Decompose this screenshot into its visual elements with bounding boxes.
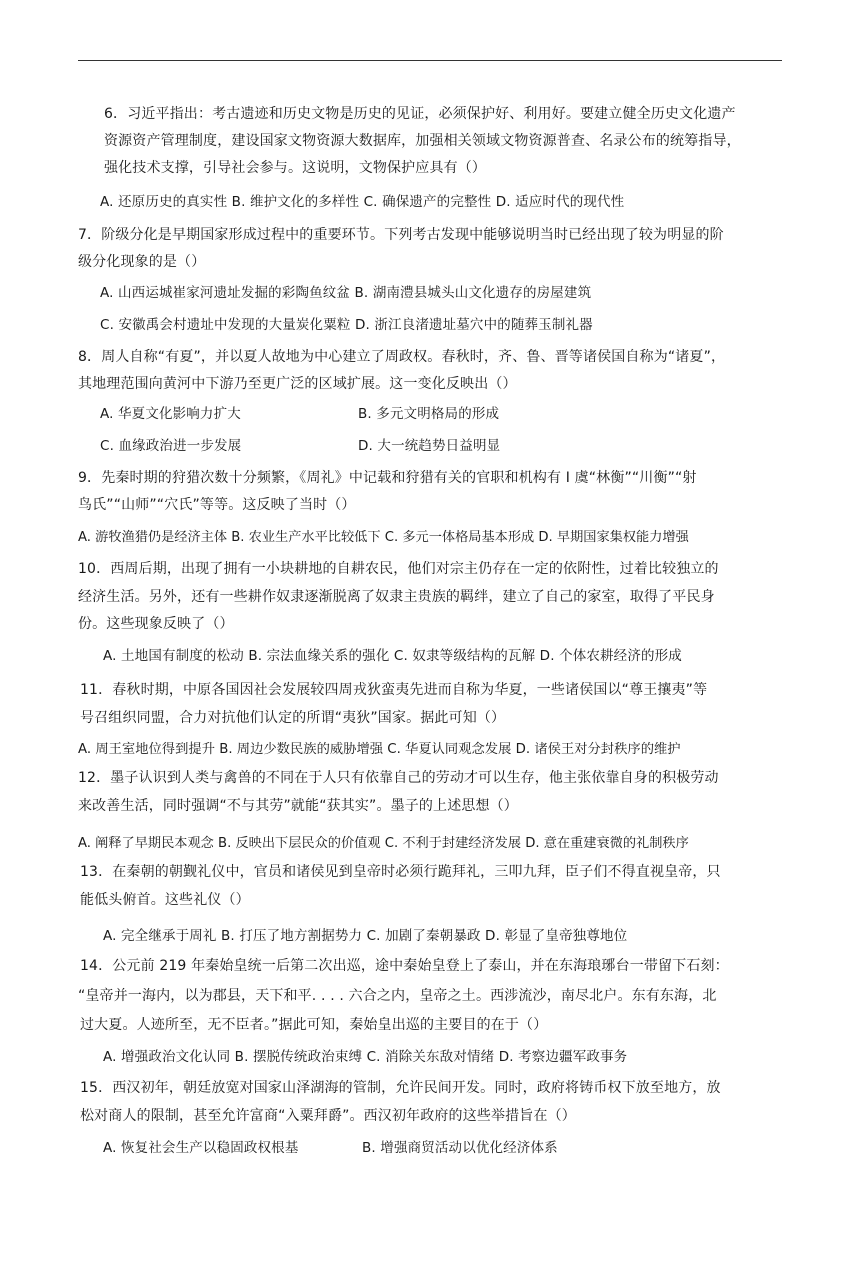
question-15-option-b: B. 增强商贸活动以优化经济体系 xyxy=(362,1140,558,1156)
question-12-line-2: 来改善生活，同时强调“不与其劳”就能“获其实”。墨子的上述思想（） xyxy=(78,798,518,814)
question-14-line-3: 过大夏。人迹所至，无不臣者。”据此可知，秦始皇出巡的主要目的在于（） xyxy=(80,1017,548,1033)
question-7-options-cd: C. 安徽禹会村遗址中发现的大量炭化粟粒 D. 浙江良渚遗址墓穴中的随葬玉制礼器 xyxy=(100,317,593,333)
question-8-line-1: 8．周人自称“有夏”，并以夏人故地为中心建立了周政权。春秋时，齐、鲁、晋等诸侯国自称为“诸夏”， xyxy=(78,349,726,365)
question-11-options: A. 周王室地位得到提升 B. 周边少数民族的威胁增强 C. 华夏认同观念发展 D. 诸侯王对分封秩序的维护 xyxy=(78,742,681,757)
question-8-option-c: C. 血缘政治进一步发展 xyxy=(100,438,242,454)
question-7-line-1: 7．阶级分化是早期国家形成过程中的重要环节。下列考古发现中能够说明当时已经出现了较为明显的阶 xyxy=(78,227,724,243)
question-10-line-1: 10．西周后期，出现了拥有一小块耕地的自耕农民，他们对宗主仍存在一定的依附性，过着比较独立的 xyxy=(78,561,719,577)
question-14-line-1: 14．公元前 219 年秦始皇统一后第二次出巡，途中秦始皇登上了泰山，并在东海琅琊台一带留下石刻： xyxy=(80,958,729,974)
question-9-options: A. 游牧渔猎仍是经济主体 B. 农业生产水平比较低下 C. 多元一体格局基本形成 D. 早期国家集权能力增强 xyxy=(78,530,689,545)
question-14-options: A. 增强政治文化认同 B. 摆脱传统政治束缚 C. 消除关东敌对情绪 D. 考察边疆军政事务 xyxy=(103,1049,628,1065)
question-8-option-d: D. 大一统趋势日益明显 xyxy=(358,438,501,454)
question-10-options: A. 土地国有制度的松动 B. 宗法血缘关系的强化 C. 奴隶等级结构的瓦解 D. 个体农耕经济的形成 xyxy=(103,648,682,664)
header-rule xyxy=(78,60,782,61)
question-12-line-1: 12．墨子认识到人类与禽兽的不同在于人只有依靠自己的劳动才可以生存，他主张依靠自身的积极劳动 xyxy=(78,770,719,786)
question-15-line-1: 15．西汉初年，朝廷放宽对国家山泽湖海的管制，允许民间开发。同时，政府将铸币权下放至地方，放 xyxy=(80,1080,721,1096)
question-11-line-1: 11．春秋时期，中原各国因社会发展较四周戎狄蛮夷先进而自称为华夏，一些诸侯国以“尊王攘夷”等 xyxy=(80,682,708,698)
question-11-line-2: 号召组织同盟，合力对抗他们认定的所谓“夷狄”国家。据此可知（） xyxy=(80,710,506,726)
question-8-line-2: 其地理范围向黄河中下游乃至更广泛的区域扩展。这一变化反映出（） xyxy=(78,376,517,392)
question-6-line-1: 6．习近平指出：考古遗迹和历史文物是历史的见证，必须保护好、利用好。要建立健全历史文化遗产 xyxy=(104,106,736,122)
question-8-option-a: A. 华夏文化影响力扩大 xyxy=(100,406,241,422)
question-12-options: A. 阐释了早期民本观念 B. 反映出下层民众的价值观 C. 不利于封建经济发展 D. 意在重建衰微的礼制秩序 xyxy=(78,836,689,851)
question-15-line-2: 松对商人的限制，甚至允许富商“入粟拜爵”。西汉初年政府的这些举措旨在（） xyxy=(80,1108,576,1124)
question-6-line-2: 资源资产管理制度，建设国家文物资源大数据库，加强相关领域文物资源普查、名录公布的统筹指导， xyxy=(104,133,741,149)
question-15-option-a: A. 恢复社会生产以稳固政权根基 xyxy=(103,1140,299,1156)
question-10-line-3: 份。这些现象反映了（） xyxy=(78,616,234,632)
question-9-line-1: 9．先秦时期的狩猎次数十分频繁，《周礼》中记载和狩猎有关的官职和机构有 I 虞“林衡”“川衡”“射 xyxy=(78,470,697,486)
question-14-line-2: “皇帝并一海内，以为郡县，天下和平. . . . 六合之内，皇帝之土。西涉流沙，南尽北户。东有东海，北 xyxy=(78,988,717,1004)
question-7-line-2: 级分化现象的是（） xyxy=(78,254,206,270)
question-9-line-2: 鸟氏”“山师”“穴氏”等等。这反映了当时（） xyxy=(78,497,356,513)
question-10-line-2: 经济生活。另外，还有一些耕作奴隶逐渐脱离了奴隶主贵族的羁绊，建立了自己的家室，取得了平民身 xyxy=(78,589,715,605)
question-6-line-3: 强化技术支撑，引导社会参与。这说明，文物保护应具有（） xyxy=(104,160,487,176)
question-6-options: A. 还原历史的真实性 B. 维护文化的多样性 C. 确保遗产的完整性 D. 适应时代的现代性 xyxy=(100,194,625,210)
question-13-options: A. 完全继承于周礼 B. 打压了地方割据势力 C. 加剧了秦朝暴政 D. 彰显了皇帝独尊地位 xyxy=(103,928,628,944)
question-8-option-b: B. 多元文明格局的形成 xyxy=(358,406,500,422)
question-7-options-ab: A. 山西运城崔家河遗址发掘的彩陶鱼纹盆 B. 湖南澧县城头山文化遗存的房屋建筑 xyxy=(100,285,592,301)
question-13-line-2: 能低头俯首。这些礼仪（） xyxy=(80,892,250,908)
question-13-line-1: 13．在秦朝的朝觐礼仪中，官员和诸侯见到皇帝时必须行跪拜礼，三叩九拜，臣子们不得直视皇帝，只 xyxy=(80,864,721,880)
